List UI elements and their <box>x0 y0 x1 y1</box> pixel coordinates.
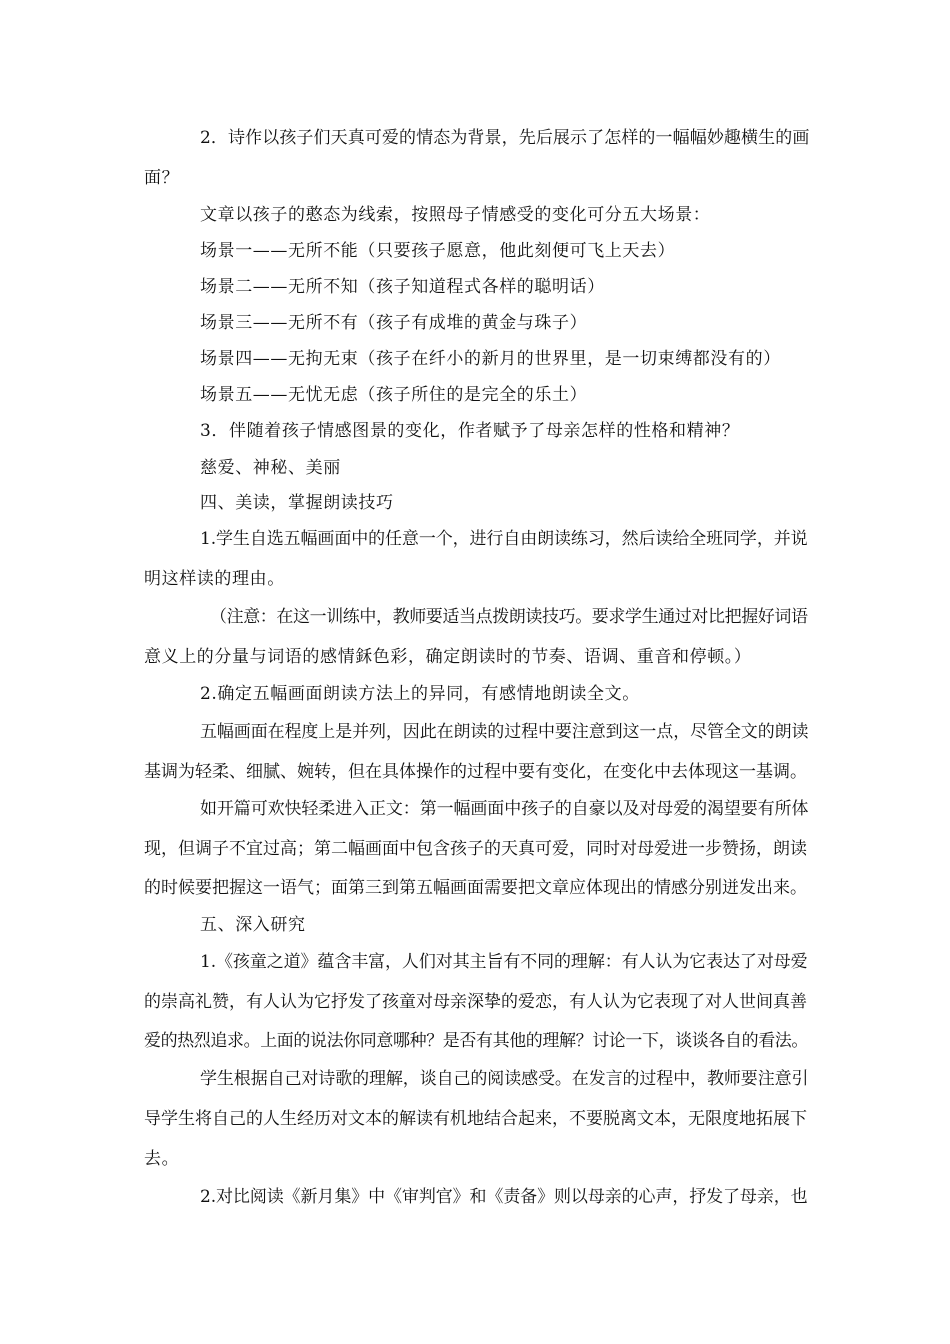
paragraph-line: 场景一——无所不能（只要孩子愿意，他此刻便可飞上天去） <box>200 241 676 261</box>
paragraph-line: 2.对比阅读《新月集》中《审判官》和《责备》则以母亲的心声，抒发了母亲，也 <box>200 1187 808 1207</box>
paragraph-line: 去。 <box>144 1149 180 1169</box>
section-heading: 四、美读，掌握朗读技巧 <box>200 493 394 513</box>
paragraph-line: 明这样读的理由。 <box>144 569 285 589</box>
paragraph-line: 现，但调子不宜过高；第二幅画面中包含孩子的天真可爱，同时对母爱进一步赞扬，朗读 <box>144 839 807 859</box>
paragraph-line: 意义上的分量与词语的感情鉌色彩，确定朗读时的节奏、语调、重音和停顿。） <box>144 647 752 667</box>
paragraph-line: 面？ <box>144 168 180 188</box>
paragraph-line: 基调为轻柔、细腻、婉转，但在具体操作的过程中要有变化，在变化中去体现这一基调。 <box>144 762 807 782</box>
paragraph-line: 导学生将自己的人生经历对文本的解读有机地结合起来，不要脱离文本，无限度地拓展下 <box>144 1109 807 1129</box>
paragraph-line: 1.学生自选五幅画面中的任意一个，进行自由朗读练习，然后读给全班同学，并说 <box>200 529 808 549</box>
section-heading: 五、深入研究 <box>200 915 306 935</box>
paragraph-line: 场景二——无所不知（孩子知道程式各样的聪明话） <box>200 277 605 297</box>
paragraph-line: 场景五——无忧无虑（孩子所住的是完全的乐土） <box>200 385 588 405</box>
paragraph-line: 2.确定五幅画面朗读方法上的异同，有感情地朗读全文。 <box>200 684 640 704</box>
paragraph-line: 场景四——无拘无束（孩子在纤小的新月的世界里，是一切束缚都没有的） <box>200 349 781 369</box>
paragraph-line: 慈爱、神秘、美丽 <box>200 458 341 478</box>
paragraph-line: 3．伴随着孩子情感图景的变化，作者赋予了母亲怎样的性格和精神？ <box>200 421 740 441</box>
paragraph-line: 2．诗作以孩子们天真可爱的情态为背景，先后展示了怎样的一幅幅妙趣横生的画 <box>200 128 810 148</box>
paragraph-line: 五幅画面在程度上是并列，因此在朗读的过程中要注意到这一点，尽管全文的朗读 <box>200 722 809 742</box>
paragraph-line: 的时候要把握这一语气；面第三到第五幅画面需要把文章应体现出的情感分别迸发出来。 <box>144 878 807 898</box>
paragraph-line: （注意：在这一训练中，教师要适当点拨朗读技巧。要求学生通过对比把握好词语 <box>210 607 808 627</box>
paragraph-line: 1.《孩童之道》蕴含丰富，人们对其主旨有不同的理解：有人认为它表达了对母爱 <box>200 952 808 972</box>
paragraph-line: 爱的热烈追求。上面的说法你同意哪种？是否有其他的理解？讨论一下，谈谈各自的看法。 <box>144 1031 808 1051</box>
paragraph-line: 场景三——无所不有（孩子有成堆的黄金与珠子） <box>200 313 588 333</box>
paragraph-line: 的崇高礼赞，有人认为它抒发了孩童对母亲深挚的爱恋，有人认为它表现了对人世间真善 <box>144 992 807 1012</box>
paragraph-line: 学生根据自己对诗歌的理解，谈自己的阅读感受。在发言的过程中，教师要注意引 <box>200 1069 809 1089</box>
paragraph-line: 文章以孩子的憨态为线索，按照母子情感受的变化可分五大场景： <box>200 205 711 225</box>
paragraph-line: 如开篇可欢快轻柔进入正文：第一幅画面中孩子的自豪以及对母爱的渴望要有所体 <box>200 799 809 819</box>
